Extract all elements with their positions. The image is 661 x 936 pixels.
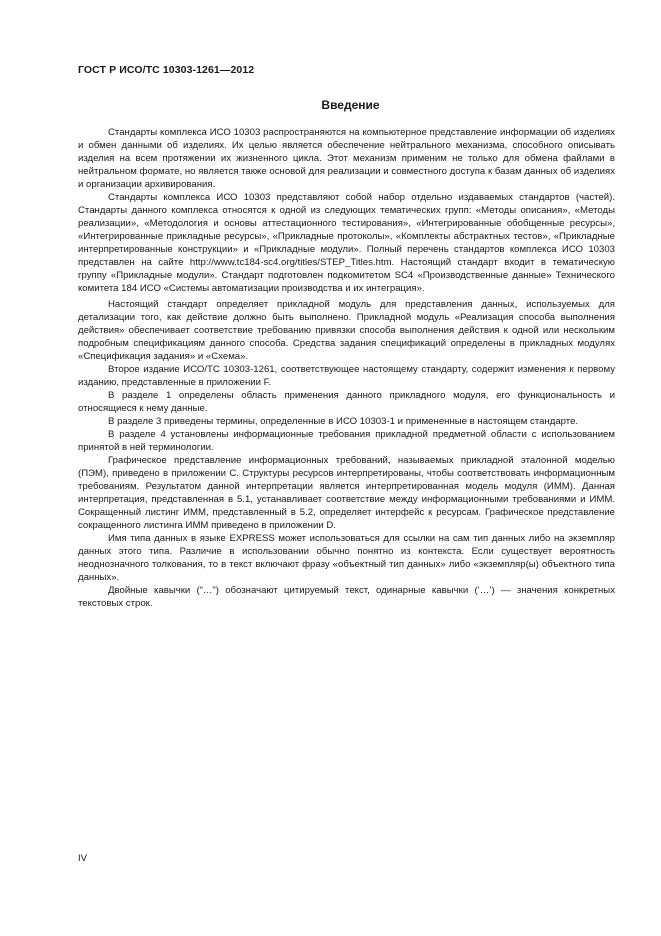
paragraph: Графическое представление информационных требований, называемых прикладной эталонной моделью (ПЭМ), приведено в приложении С. Структуры ресурсов интерпретированы, чтобы соответствовать информационным требованиям. Результатом данной интерпретации является интерпретированная модель модуля (ИММ). Данная интерпретация, представленная в 5.1, устанавливает соответствие между информационными требованиями и ИММ. Сокращенный листинг ИММ, представленный в 5.2, определяет интерфейс к ресурсам. Графическое представление сокращенного листинга ИММ приведено в приложении D. xyxy=(78,455,615,531)
page-number: IV xyxy=(78,853,87,864)
paragraph: Стандарты комплекса ИСО 10303 представляют собой набор отдельно издаваемых стандартов (частей). Стандарты данного комплекса относятся к одной из следующих тематических групп: «Методы описания», «Методы реализации», «Методология и основы аттестационного тестирования», «Интегрированные обобщенные ресурсы», «Интегрированные прикладные ресурсы», «Прикладные протоколы», «Комплекты абстрактных тестов», «Прикладные интерпретированные конструкции» и «Прикладные модули». Полный перечень стандартов комплекса ИСО 10303 представлен на сайте http://www.tc184-sc4.org/titles/STEP_Titles.htm. Настоящий стандарт входит в тематическую группу «Прикладные модули». Стандарт подготовлен подкомитетом SC4 «Производственные данные» Технического комитета 184 ИСО «Системы автоматизации производства и их интеграция». xyxy=(78,192,615,294)
paragraph: Двойные кавычки (“…”) обозначают цитируемый текст, одинарные кавычки (‘…’) — значения конкретных текстовых строк. xyxy=(78,585,615,609)
standard-header: ГОСТ Р ИСО/ТС 10303-1261—2012 xyxy=(78,64,255,76)
paragraph: В разделе 1 определены область применения данного прикладного модуля, его функциональность и относящиеся к нему данные. xyxy=(78,390,615,414)
introduction-body xyxy=(78,126,615,610)
section-title: Введение xyxy=(321,98,380,112)
paragraph: Настоящий стандарт определяет прикладной модуль для представления данных, используемых для детализации того, как действие должно быть выполнено. Прикладной модуль «Реализация способа выполнения действия» обеспечивает соответствие требованию привязки способа выполнения действия к одной или нескольким подробным спецификациям данного способа. Средства задания спецификаций определены в прикладных модулях «Спецификация задания» и «Схема». xyxy=(78,299,615,362)
paragraph: Второе издание ИСО/ТС 10303-1261, соответствующее настоящему стандарту, содержит изменения к первому изданию, представленные в приложении F. xyxy=(78,364,615,388)
paragraph: Стандарты комплекса ИСО 10303 распространяются на компьютерное представление информации об изделиях и обмен данными об изделиях. Их целью является обеспечение нейтрального механизма, способного описывать изделия на всем протяжении их жизненного цикла. Этот механизм применим не только для обмена файлами в нейтральном формате, но является также основой для реализации и совместного доступа к базам данных об изделиях и организации архивирования. xyxy=(78,127,615,190)
paragraph: Имя типа данных в языке EXPRESS может использоваться для ссылки на сам тип данных либо на экземпляр данных этого типа. Различие в использовании обычно понятно из контекста. Если существует вероятность неоднозначного толкования, то в текст включают фразу «объектный тип данных» либо «экземпляр(ы) объектного типа данных». xyxy=(78,533,615,583)
paragraph: В разделе 4 установлены информационные требования прикладной предметной области с использованием принятой в ней терминологии. xyxy=(78,429,615,453)
paragraph: В разделе 3 приведены термины, определенные в ИСО 10303-1 и примененные в настоящем стандарте. xyxy=(108,416,579,427)
